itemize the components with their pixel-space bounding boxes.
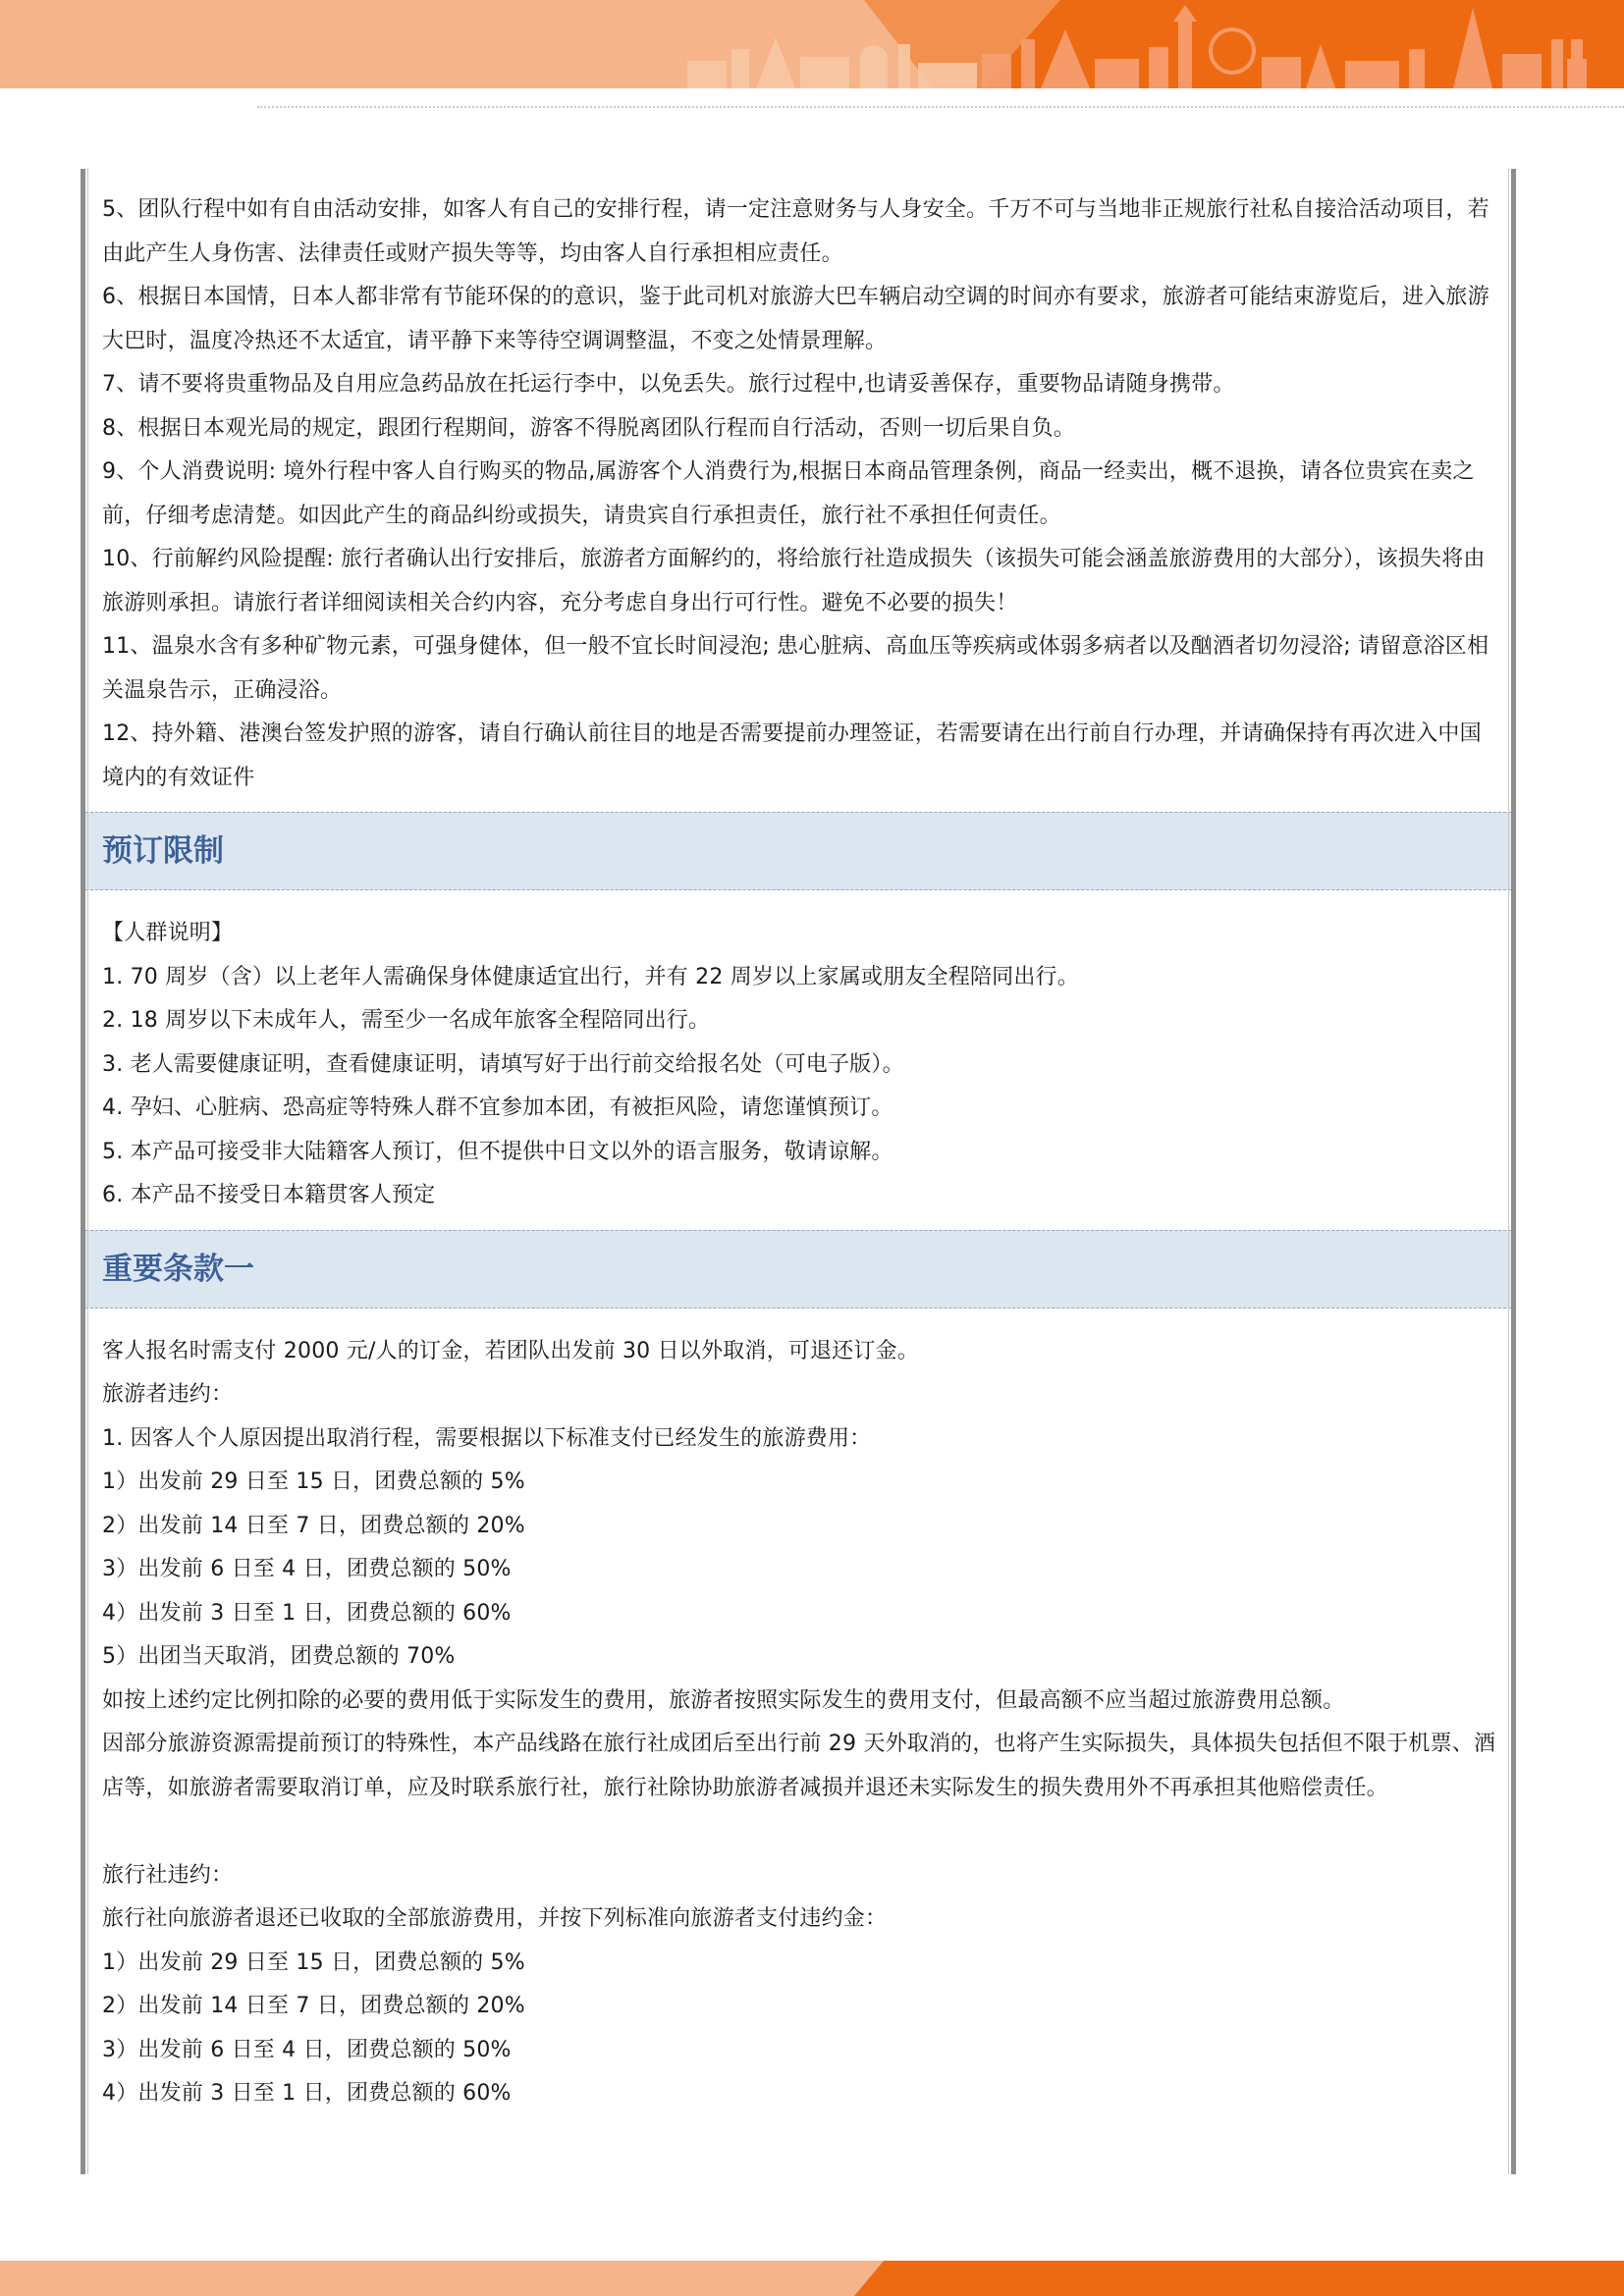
note-item: 5、团队行程中如有自由活动安排，如客人有自己的安排行程，请一定注意财务与人身安全。千万不可与当地非正规旅行社私自接洽活动项目，若由此产生人身伤害、法律责任或财产损失等等，均由客人自行承担相应责任。 xyxy=(102,197,1489,266)
terms-line: 1. 因客人个人原因提出取消行程，需要根据以下标准支付已经发生的旅游费用： xyxy=(102,1425,872,1451)
header-divider xyxy=(257,106,1624,108)
terms-line: 1）出发前 29 日至 15 日，团费总额的 5% xyxy=(102,1469,525,1494)
skyline-banner xyxy=(0,0,1624,88)
note-item: 10、行前解约风险提醒: 旅行者确认出行安排后，旅游者方面解约的，将给旅行社造成损失（该损失可能会涵盖旅游费用的大部分），该损失将由旅游则承担。请旅行者详细阅读相关合约内容，充分考虑自身出行可行性。避免不必要的损失！ xyxy=(102,547,1486,615)
footer-band xyxy=(0,2261,1624,2296)
note-item: 7、请不要将贵重物品及自用应急药品放在托运行李中，以免丢失。旅行过程中,也请妥善保存，重要物品请随身携带。 xyxy=(102,372,1235,397)
terms-line: 如按上述约定比例扣除的必要的费用低于实际发生的费用，旅游者按照实际发生的费用支付，但最高额不应当超过旅游费用总额。 xyxy=(102,1687,1345,1713)
booking-line: 5. 本产品可接受非大陆籍客人预订，但不提供中日文以外的语言服务，敬请谅解。 xyxy=(102,1139,893,1164)
note-item: 12、持外籍、港澳台签发护照的游客，请自行确认前往目的地是否需要提前办理签证，若需要请在出行前自行办理，并请确保持有再次进入中国境内的有效证件 xyxy=(102,721,1482,790)
note-item: 11、温泉水含有多种矿物元素，可强身健体，但一般不宜长时间浸泡; 患心脏病、高血压等疾病或体弱多病者以及酗酒者切勿浸浴; 请留意浴区相关温泉告示，正确浸浴。 xyxy=(102,634,1489,703)
terms-line: 旅行社向旅游者退还已收取的全部旅游费用，并按下列标准向旅游者支付违约金： xyxy=(102,1906,888,1931)
booking-line: 3. 老人需要健康证明，查看健康证明，请填写好于出行前交给报名处（可电子版）。 xyxy=(102,1051,904,1077)
terms-line: 2）出发前 14 日至 7 日，团费总额的 20% xyxy=(102,1994,525,2018)
terms-line: 1）出发前 29 日至 15 日，团费总额的 5% xyxy=(102,1949,525,1975)
terms-line: 旅游者违约： xyxy=(102,1382,234,1407)
terms-line: 3）出发前 6 日至 4 日，团费总额的 50% xyxy=(102,1557,512,1581)
terms-line: 2）出发前 14 日至 7 日，团费总额的 20% xyxy=(102,1513,525,1538)
note-item: 6、根据日本国情，日本人都非常有节能环保的的意识，鉴于此司机对旅游大巴车辆启动空调的时间亦有要求，旅游者可能结束游览后，进入旅游大巴时，温度冷热还不太适宜，请平静下来等待空调调整温，不变之处情景理解。 xyxy=(102,285,1489,353)
terms-line: 4）出发前 3 日至 1 日，团费总额的 60% xyxy=(102,2081,512,2106)
section-title-terms: 重要条款一 xyxy=(85,1230,1511,1308)
terms-line: 4）出发前 3 日至 1 日，团费总额的 60% xyxy=(102,1600,512,1626)
paragraph-gap xyxy=(102,1810,1497,1854)
terms-line: 客人报名时需支付 2000 元/人的订金，若团队出发前 30 日以外取消，可退还订金。 xyxy=(102,1338,919,1363)
terms-line: 旅行社违约： xyxy=(102,1862,234,1888)
booking-section xyxy=(102,890,1497,1218)
booking-line: 1. 70 周岁（含）以上老年人需确保身体健康适宜出行，并有 22 周岁以上家属或朋友全程陪同出行。 xyxy=(102,964,1079,989)
notes-list xyxy=(102,169,1497,800)
terms-section xyxy=(102,1308,1497,2116)
terms-line: 5）出团当天取消，团费总额的 70% xyxy=(102,1644,456,1669)
terms-line: 3）出发前 6 日至 4 日，团费总额的 50% xyxy=(102,2037,512,2062)
booking-line: 4. 孕妇、心脏病、恐高症等特殊人群不宜参加本团，有被拒风险，请您谨慎预订。 xyxy=(102,1095,893,1120)
footer-stripe xyxy=(0,2261,1624,2296)
booking-line: 2. 18 周岁以下未成年人，需至少一名成年旅客全程陪同出行。 xyxy=(102,1008,711,1033)
section-title-booking: 预订限制 xyxy=(85,812,1511,890)
booking-line: 【人群说明】 xyxy=(102,921,234,945)
terms-line: 因部分旅游资源需提前预订的特殊性，本产品线路在旅行社成团后至出行前 29 天外取消的，也将产生实际损失，具体损失包括但不限于机票、酒店等，如旅游者需要取消订单，应及时联系旅行社，旅行社除协助旅游者减损并退还未实际发生的损失费用外不再承担其他赔偿责任。 xyxy=(102,1732,1496,1800)
header-banner xyxy=(0,0,1624,88)
booking-line: 6. 本产品不接受日本籍贯客人预定 xyxy=(102,1183,436,1207)
content-frame xyxy=(81,169,1516,2174)
note-item: 8、根据日本观光局的规定，跟团行程期间，游客不得脱离团队行程而自行活动，否则一切后果自负。 xyxy=(102,415,1076,441)
note-item: 9、个人消费说明: 境外行程中客人自行购买的物品,属游客个人消费行为,根据日本商品管理条例，商品一经卖出，概不退换，请各位贵宾在卖之前，仔细考虑清楚。如因此产生的商品纠纷或损失，请贵宾自行承担责任，旅行社不承担任何责任。 xyxy=(102,459,1475,528)
